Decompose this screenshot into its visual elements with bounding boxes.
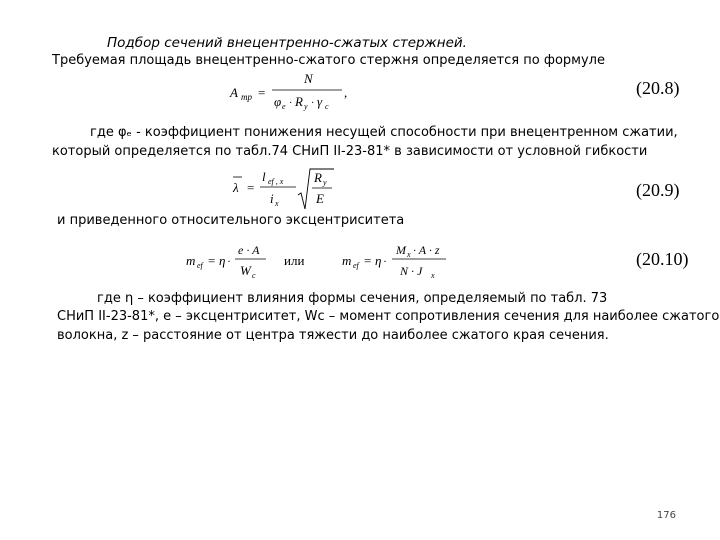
eq1-den-gamma-sub: c: [325, 102, 329, 111]
eq3-eq-b: =: [364, 253, 372, 268]
eq1-den-r: R: [295, 94, 303, 109]
eq3-lhs-a: m: [186, 253, 196, 268]
formula-20-8: [228, 70, 368, 114]
eq3-num-a: e · A: [238, 243, 260, 257]
formula-20-9: [230, 165, 340, 215]
eq3-den-b: N · J: [400, 264, 423, 278]
text-line-6: СНиП II-23-81*, e – эксцентриситет, Wc – момент сопротивления сечения для наиболее сжатого: [57, 309, 720, 324]
text-line-3: который определяется по табл.74 СНиП II-23-81* в зависимости от условной гибкости: [52, 144, 648, 159]
eq3-eq-a: =: [208, 253, 216, 268]
eq3-num-b-sub: x: [407, 250, 411, 259]
eq-number-20-9: (20.9): [636, 180, 680, 200]
page-number: 176: [656, 510, 676, 521]
eq1-dot-1: ·: [289, 98, 293, 109]
eq1-numerator: N: [304, 71, 313, 86]
eq3-lhs-b: m: [342, 253, 352, 268]
eq1-dot-2: ·: [311, 98, 315, 109]
eq3-num-b-rest: · A · z: [413, 243, 440, 257]
formula-20-10: [184, 240, 454, 284]
eq2-num-sub: ef , x: [268, 177, 284, 186]
eq2-root-num-sub: y: [323, 178, 327, 187]
eq2-den: i: [270, 191, 274, 206]
eq1-lhs-sub: тр: [241, 92, 252, 102]
eq1-comma: ,: [344, 85, 348, 100]
eq3-eta-b: η: [375, 253, 382, 268]
eq2-equals: =: [247, 180, 255, 195]
eq2-num: l: [262, 169, 266, 184]
eq3-dot-a: ·: [227, 254, 231, 268]
eq1-den-gamma: γ: [317, 94, 323, 109]
eq1-den-r-sub: y: [304, 102, 308, 111]
eq-number-20-8: (20.8): [636, 78, 680, 98]
eq3-dot-b: ·: [383, 254, 387, 268]
eq3-eta-a: η: [219, 253, 226, 268]
eq2-root-num: R: [314, 170, 322, 185]
eq2-den-sub: x: [275, 199, 279, 208]
eq3-or: или: [284, 253, 305, 268]
eq1-den-phi-sub: e: [282, 102, 286, 111]
eq1-den-phi: φ: [274, 94, 282, 109]
eq-number-20-10: (20.10): [636, 249, 689, 269]
eq3-num-b: M: [396, 243, 406, 257]
eq3-lhs-b-sub: ef: [353, 261, 359, 270]
eq3-den-a-sub: c: [252, 271, 256, 280]
text-line-4: и приведенного относительного эксцентриситета: [57, 213, 405, 228]
eq3-lhs-a-sub: ef: [197, 261, 203, 270]
eq1-lhs: A: [230, 85, 238, 100]
eq2-lhs: λ: [233, 180, 239, 195]
eq3-den-b-sub: x: [431, 271, 435, 280]
text-line-7: волокна, z – расстояние от центра тяжести до наиболее сжатого края сечения.: [57, 328, 609, 343]
eq1-equals: =: [258, 85, 266, 100]
text-line-2: где φₑ - коэффициент понижения несущей способности при внецентренном сжатии,: [90, 125, 678, 140]
slide-title: Подбор сечений внецентренно-сжатых стержней.: [107, 35, 467, 51]
eq2-root-den: E: [316, 191, 324, 206]
eq3-den-a: W: [240, 263, 251, 278]
text-line-5: где η – коэффициент влияния формы сечения, определяемый по табл. 73: [97, 291, 608, 306]
text-line-1: Требуемая площадь внецентренно-сжатого стержня определяется по формуле: [52, 53, 605, 68]
